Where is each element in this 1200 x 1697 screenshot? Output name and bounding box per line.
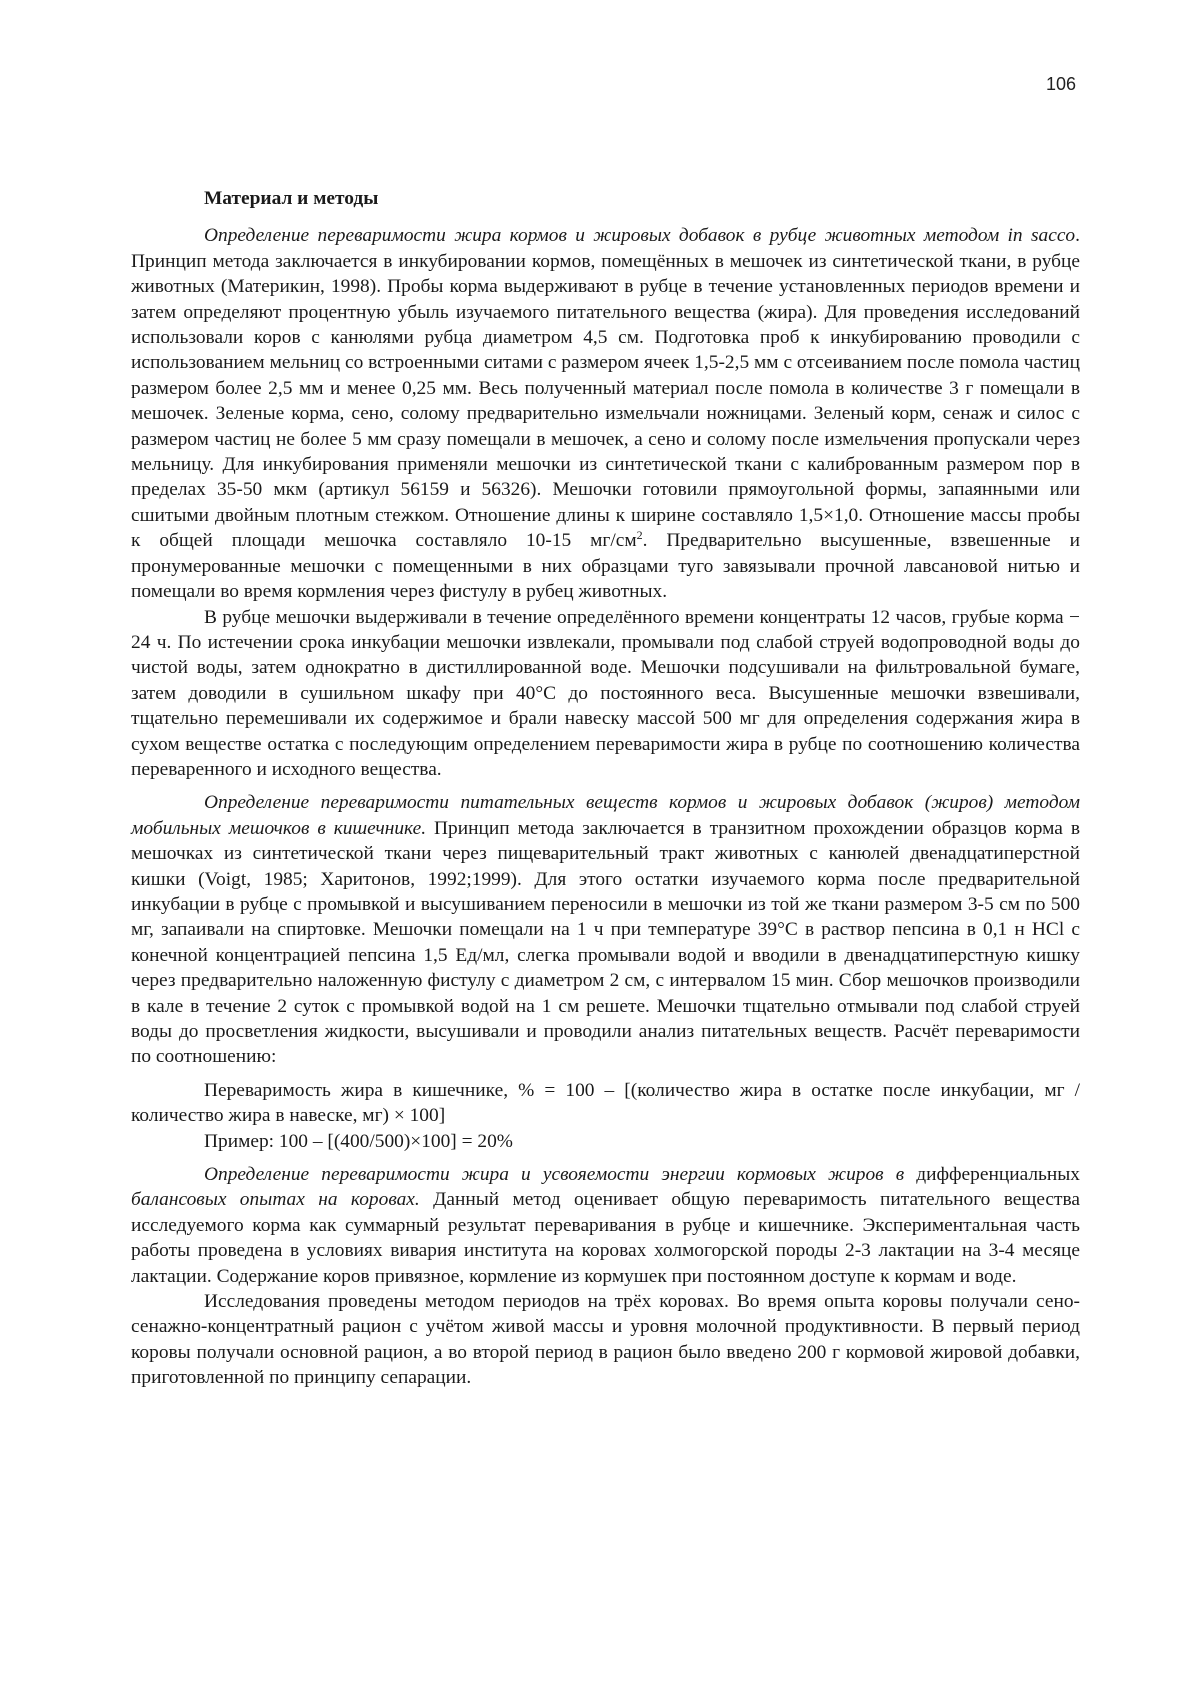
method-title-in-sacco: Определение переваримости жира кормов и жировых добавок в рубце животных методом in sacco xyxy=(204,225,1076,247)
paragraph-text: Принцип метода заключается в транзитном прохождении образцов корма в мешочках из синтетической ткани через пищеварительный тракт животных с канюлей двенадцатиперстной кишки (Voigt, 1985; Харитонов, 1992;1999). Для этого остатки изучаемого корма после предварительной инкубации в рубце с промывкой и высушиванием переносили в мешочки из той же ткани размером 3-5 см по 500 мг, запаивали на спиртовке. Мешочки помещали на 1 ч при температуре 39°С в раствор пепсина в 0,1 н HCl с конечной концентрацией пепсина 1,5 Ед/мл, слегка промывали водой и вводили в двенадцатиперстную кишку через предварительно наложенную фистулу с диаметром 2 см, с интервалом 15 мин. Сбор мешочков производили в кале в течение 2 суток с промывкой водой на 1 см решете. Мешочки тщательно отмывали под слабой струей воды до просветления жидкости, высушивали и проводили анализ питательных веществ. Расчёт переваримости по соотношению: xyxy=(131,817,1080,1068)
paragraph-mobile-bags-method xyxy=(131,790,1080,1069)
paragraph-periods-method: Исследования проведены методом периодов на трёх коровах. Во время опыта коровы получали сено-сенажно-концентратный рацион с учётом живой массы и уровня молочной продуктивности. В первый период коровы получали основной рацион, а во второй период в рацион было введено 200 г кормовой жировой добавки, приготовленной по принципу сепарации. xyxy=(131,1291,1080,1389)
section-heading: Материал и методы xyxy=(204,188,379,209)
paragraph-text: . Принцип метода заключается в инкубировании кормов, помещённых в мешочек из синтетической ткани, в рубце животных (Материкин, 1998). Пробы корма выдерживают в рубце в течение установленных периодов времени и затем определяют процентную убыль изучаемого питательного вещества (жира). Для проведения исследований использовали коров с канюлями рубца диаметром 4,5 см. Подготовка проб к инкубированию проводили с использованием мельниц со встроенными ситами с размером ячеек 1,5-2,5 мм с отсеиванием после помола частиц размером более 2,5 мм и менее 0,25 мм. Весь полученный материал после помола в количестве 3 г помещали в мешочек. Зеленые корма, сено, солому предварительно измельчали ножницами. Зеленый корм, сенаж и силос с размером частиц не более 5 мм сразу помещали в мешочек, а сено и солому после измельчения пропускали через мельницу. Для инкубирования применяли мешочки из синтетической ткани с калиброванным размером пор в пределах 35-50 мкм (артикул 56159 и 56326). Мешочки готовили прямоугольной формы, запаянными или сшитыми двойным плотным стежком. Отношение длины к ширине составляло 1,5×1,0. Отношение массы пробы к общей площади мешочка составляло 10-15 мг/см xyxy=(131,225,1080,552)
paragraph-rumen-incubation: В рубце мешочки выдерживали в течение определённого времени концентраты 12 часов, грубые корма − 24 ч. По истечении срока инкубации мешочки извлекали, промывали под слабой струей водопроводной воды до чистой воды, затем однократно в дистиллированной воде. Мешочки подсушивали на фильтровальной бумаге, затем доводили в сушильном шкафу при 40°С до постоянного веса. Высушенные мешочки взвешивали, тщательно перемешивали их содержимое и брали навеску массой 500 мг для определения содержания жира в сухом веществе остатка с последующим определением переваримости жира в рубце по соотношению количества переваренного и исходного вещества. xyxy=(131,606,1080,780)
paragraph-text: Данный метод оценивает общую переваримость питательного вещества исследуемого корма как суммарный результат переваривания в рубце и кишечнике. Экспериментальная часть работы проведена в условиях вивария института на коровах холмогорской породы 2-3 лактации на 3-4 месяце лактации. Содержание коров привязное, кормление из кормушек при постоянном доступе к кормам и воде. xyxy=(131,1189,1081,1287)
page-body xyxy=(131,186,1080,1391)
method-title-balance-part1: Определение переваримости жира и усвояемости энергии кормовых жиров в xyxy=(204,1164,905,1186)
method-title-mobile-bags: Определение переваримости питательных веществ кормов и жировых добавок (жиров) методом мобильных мешочков в кишечнике. xyxy=(131,792,1080,839)
method-title-balance-part2: балансовых опытах на коровах. xyxy=(131,1189,420,1211)
page-number: 106 xyxy=(1045,74,1076,94)
superscript: 2 xyxy=(636,528,643,543)
formula-example: Пример: 100 – [(400/500)×100] = 20% xyxy=(204,1130,513,1152)
paragraph-balance-trials-method xyxy=(131,1162,1080,1289)
paragraph-text-continued: . Предварительно высушенные, взвешенные и пронумерованные мешочки с помещенными в них образцами туго завязывали прочной лавсановой нитью и помещали во время кормления через фистулу в рубец животных. xyxy=(131,530,1080,603)
paragraph-in-sacco-method xyxy=(131,223,1080,604)
digestibility-formula: Переваримость жира в кишечнике, % = 100 – [(количество жира в остатке после инкубации, мг / количество жира в навеске, мг) × 100] xyxy=(131,1079,1080,1127)
method-title-regular-word: дифференциальных xyxy=(904,1164,1080,1186)
